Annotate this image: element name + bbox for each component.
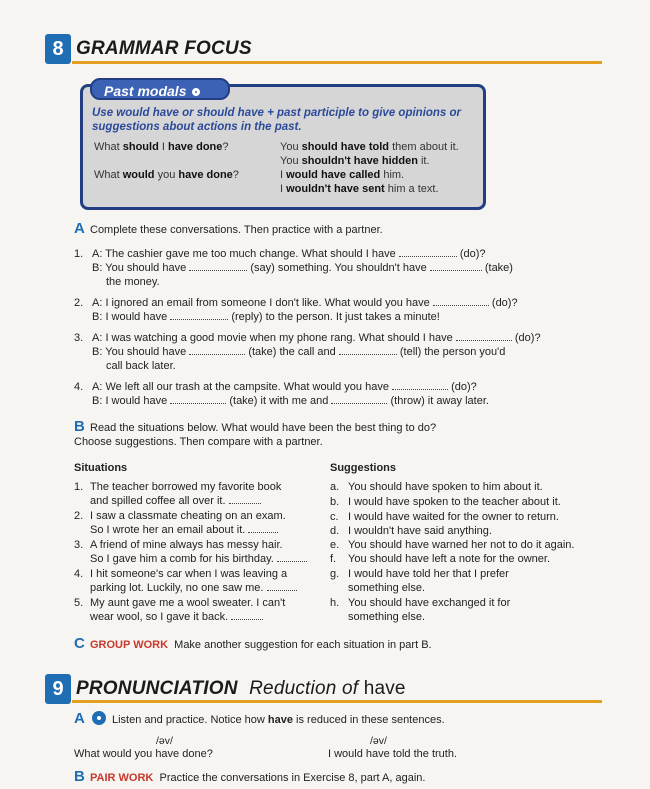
pron-b-instructions: PAIR WORK Practice the conversations in Exercise 8, part A, again.: [90, 772, 426, 784]
part-a-label: A: [74, 220, 85, 237]
section-rule: [72, 61, 602, 64]
section-number-badge: 9: [45, 674, 71, 704]
section-title: GRAMMAR FOCUS: [76, 38, 252, 59]
situation-line-2: wear wool, so I gave it back.: [90, 610, 263, 624]
suggestion-letter: f.: [330, 553, 337, 565]
situation-number: 4.: [74, 568, 84, 580]
suggestion-letter: h.: [330, 597, 340, 609]
answer-blank[interactable]: [267, 581, 297, 591]
item-b-line: B: You should have (say) something. You shouldn't have (take): [92, 262, 513, 274]
section-rule: [72, 700, 602, 703]
suggestion-text-continued: something else.: [348, 582, 426, 594]
answer-blank[interactable]: [430, 261, 482, 271]
item-number: 3.: [74, 332, 84, 344]
grammar-rule: Use would have or should have + past participle to give opinions or suggestions about actions in the past.: [92, 107, 462, 133]
suggestion-letter: c.: [330, 511, 339, 523]
suggestion-text: I would have waited for the owner to return.: [348, 511, 559, 523]
pron-a-instructions: Listen and practice. Notice how have is reduced in these sentences.: [112, 714, 445, 726]
grammar-question-2: What would you have done?: [94, 169, 239, 181]
answer-blank[interactable]: [392, 380, 448, 390]
suggestion-text: You should have left a note for the owner.: [348, 553, 551, 565]
situation-line-1: A friend of mine always has messy hair.: [90, 539, 283, 551]
suggestion-text: You should have exchanged it for: [348, 597, 511, 609]
part-b-instructions-2: Choose suggestions. Then compare with a partner.: [74, 436, 323, 448]
situation-line-1: I saw a classmate cheating on an exam.: [90, 510, 286, 522]
suggestion-text-continued: something else.: [348, 611, 426, 623]
situation-line-2: and spilled coffee all over it.: [90, 494, 261, 508]
suggestion-letter: d.: [330, 525, 340, 537]
situation-line-2: So I wrote her an email about it.: [90, 523, 278, 537]
grammar-box-tab: [90, 78, 230, 100]
grammar-answer-2: You shouldn't have hidden it.: [280, 155, 430, 167]
answer-blank[interactable]: [399, 247, 457, 257]
section-subtitle: Reduction of have: [249, 678, 406, 699]
situation-line-2: parking lot. Luckily, no one saw me.: [90, 581, 297, 595]
answer-blank[interactable]: [331, 394, 387, 404]
grammar-answer-1: You should have told them about it.: [280, 141, 459, 153]
item-a-line: A: I was watching a good movie when my phone rang. What should I have (do)?: [92, 332, 541, 344]
audio-cd-icon[interactable]: [190, 86, 202, 98]
suggestion-text: I would have spoken to the teacher about it.: [348, 496, 561, 508]
suggestion-text: I wouldn't have said anything.: [348, 525, 492, 537]
situation-line-2: So I gave him a comb for his birthday.: [90, 552, 307, 566]
item-b-continued: call back later.: [106, 360, 176, 372]
item-b-line: B: I would have (reply) to the person. It just takes a minute!: [92, 311, 440, 323]
suggestion-text: I would have told her that I prefer: [348, 568, 509, 580]
audio-icon[interactable]: [92, 711, 106, 725]
situation-line-1: I hit someone's car when I was leaving a: [90, 568, 288, 580]
answer-blank[interactable]: [229, 494, 261, 504]
suggestion-letter: b.: [330, 496, 340, 508]
pair-work-tag: PAIR WORK: [90, 772, 154, 784]
item-number: 4.: [74, 381, 84, 393]
suggestion-letter: e.: [330, 539, 340, 551]
part-b-instructions: Read the situations below. What would have been the best thing to do?: [90, 422, 437, 434]
answer-blank[interactable]: [339, 345, 397, 355]
group-work-tag: GROUP WORK: [90, 639, 169, 651]
answer-blank[interactable]: [277, 552, 307, 562]
situation-number: 3.: [74, 539, 84, 551]
answer-blank[interactable]: [170, 394, 226, 404]
ipa-symbol: /əv/: [156, 735, 173, 747]
answer-blank[interactable]: [231, 610, 263, 620]
section-number-badge: 8: [45, 34, 71, 64]
suggestion-letter: a.: [330, 481, 340, 493]
answer-blank[interactable]: [248, 523, 278, 533]
situation-line-1: My aunt gave me a wool sweater. I can't: [90, 597, 286, 609]
grammar-answer-4: I wouldn't have sent him a text.: [280, 183, 439, 195]
section-title: PRONUNCIATION Reduction of have: [76, 678, 406, 699]
situation-number: 5.: [74, 597, 84, 609]
item-b-continued: the money.: [106, 276, 160, 288]
suggestions-header: Suggestions: [330, 462, 397, 474]
part-c-label: C: [74, 635, 85, 652]
answer-blank[interactable]: [189, 261, 247, 271]
situation-number: 1.: [74, 481, 84, 493]
situation-line-1: The teacher borrowed my favorite book: [90, 481, 282, 493]
item-a-line: A: We left all our trash at the campsite. What would you have (do)?: [92, 381, 477, 393]
pron-b-label: B: [74, 768, 85, 785]
example-sentence-2: I would have told the truth.: [328, 748, 458, 760]
grammar-answer-3: I would have called him.: [280, 169, 405, 181]
pron-a-label: A: [74, 710, 85, 727]
answer-blank[interactable]: [456, 331, 512, 341]
answer-blank[interactable]: [433, 296, 489, 306]
situations-header: Situations: [74, 462, 128, 474]
suggestion-text: You should have warned her not to do it again.: [348, 539, 575, 551]
grammar-question-1: What should I have done?: [94, 141, 229, 153]
part-a-instructions: Complete these conversations. Then practice with a partner.: [90, 224, 383, 236]
suggestion-text: You should have spoken to him about it.: [348, 481, 543, 493]
item-a-line: A: The cashier gave me too much change. What should I have (do)?: [92, 248, 486, 260]
part-c-instructions: GROUP WORK Make another suggestion for each situation in part B.: [90, 639, 432, 651]
item-b-line: B: You should have (take) the call and (tell) the person you'd: [92, 346, 506, 358]
part-b-label: B: [74, 418, 85, 435]
item-a-line: A: I ignored an email from someone I don't like. What would you have (do)?: [92, 297, 518, 309]
situation-number: 2.: [74, 510, 84, 522]
item-number: 2.: [74, 297, 84, 309]
suggestion-letter: g.: [330, 568, 340, 580]
answer-blank[interactable]: [189, 345, 245, 355]
grammar-box-title: Past modals: [104, 83, 187, 99]
item-number: 1.: [74, 248, 84, 260]
item-b-line: B: I would have (take) it with me and (throw) it away later.: [92, 395, 489, 407]
answer-blank[interactable]: [170, 310, 228, 320]
ipa-symbol: /əv/: [370, 735, 387, 747]
example-sentence-1: What would you have done?: [74, 748, 213, 760]
